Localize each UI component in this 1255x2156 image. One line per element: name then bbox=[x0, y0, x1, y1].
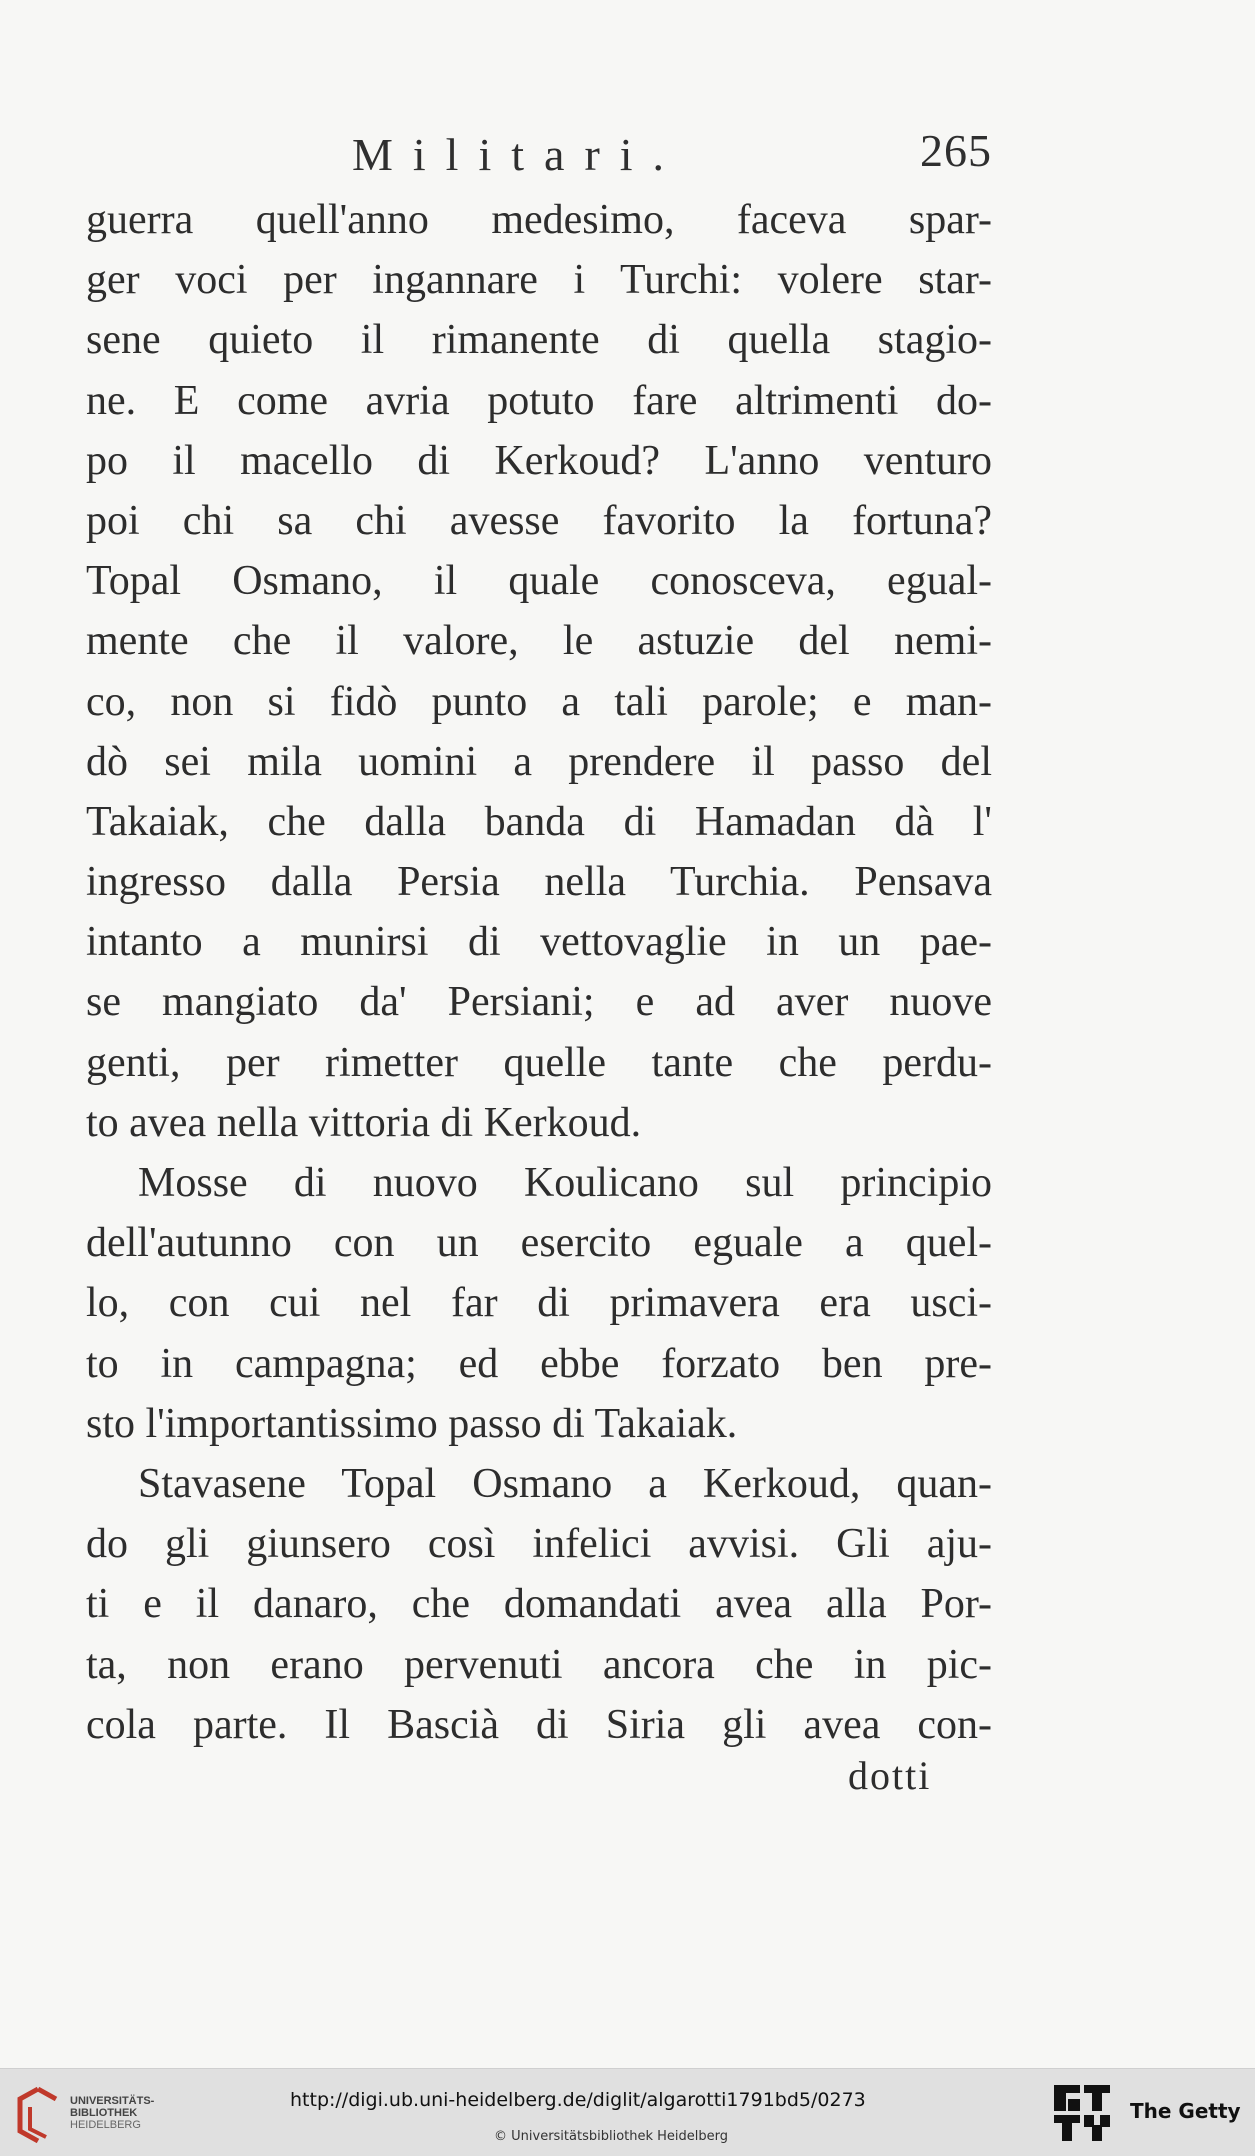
text-line: poi chi sa chi avesse favorito la fortuna? bbox=[86, 497, 992, 544]
text-line: Topal Osmano, il quale conosceva, egual- bbox=[86, 558, 992, 605]
catchword: dotti bbox=[848, 1753, 932, 1798]
library-name-line: HEIDELBERG bbox=[70, 2119, 141, 2131]
university-library-name bbox=[70, 2095, 154, 2131]
text-line: sto l'importantissimo passo di Takaiak. bbox=[86, 1400, 738, 1447]
running-head-title: Militari. bbox=[352, 129, 685, 180]
text-line: mente che il valore, le astuzie del nemi- bbox=[86, 618, 992, 665]
text-line: cola parte. Il Bascià di Siria gli avea con- bbox=[86, 1701, 992, 1748]
body-text bbox=[86, 190, 992, 1755]
text-line: guerra quell'anno medesimo, faceva spar- bbox=[86, 197, 992, 243]
text-line: ne. E come avria potuto fare altrimenti do- bbox=[86, 377, 992, 424]
copyright-notice: © Universitätsbibliothek Heidelberg bbox=[494, 2129, 729, 2144]
text-line: ingresso dalla Persia nella Turchia. Pensava bbox=[86, 859, 992, 906]
getty-logo-icon[interactable] bbox=[1052, 2083, 1112, 2143]
running-head bbox=[352, 125, 992, 188]
text-line: lo, con cui nel far di primavera era usci- bbox=[86, 1280, 992, 1327]
text-line: dell'autunno con un esercito eguale a quel- bbox=[86, 1220, 992, 1267]
viewer-footer bbox=[0, 2068, 1255, 2156]
text-line: se mangiato da' Persiani; e ad aver nuove bbox=[86, 979, 992, 1026]
text-line: Mosse di nuovo Koulicano sul principio bbox=[138, 1160, 992, 1206]
university-library-logo-icon bbox=[12, 2085, 64, 2145]
text-line: Takaiak, che dalla banda di Hamadan dà l' bbox=[86, 798, 992, 845]
text-line: ta, non erano pervenuti ancora che in pic- bbox=[86, 1641, 992, 1688]
text-line: to avea nella vittoria di Kerkoud. bbox=[86, 1099, 642, 1146]
library-name-line: BIBLIOTHEK bbox=[70, 2107, 138, 2119]
text-line: co, non si fidò punto a tali parole; e man- bbox=[86, 678, 992, 725]
page-number: 265 bbox=[920, 125, 992, 176]
permalink-url[interactable]: http://digi.ub.uni-heidelberg.de/diglit/algarotti1791bd5/0273 bbox=[290, 2089, 866, 2111]
library-name-line: UNIVERSITÄTS- bbox=[70, 2095, 155, 2107]
text-line: ger voci per ingannare i Turchi: volere star- bbox=[86, 257, 992, 304]
text-line: dò sei mila uomini a prendere il passo del bbox=[86, 738, 992, 785]
text-line: po il macello di Kerkoud? L'anno venturo bbox=[86, 437, 992, 484]
getty-partner-name: The Getty bbox=[1130, 2099, 1241, 2123]
text-line: sene quieto il rimanente di quella stagio- bbox=[86, 317, 992, 364]
text-line: intanto a munirsi di vettovaglie in un pae- bbox=[86, 919, 992, 966]
text-line: do gli giunsero così infelici avvisi. Gli aju- bbox=[86, 1521, 992, 1568]
text-line: to in campagna; ed ebbe forzato ben pre- bbox=[86, 1340, 992, 1387]
text-line: genti, per rimetter quelle tante che perdu- bbox=[86, 1039, 992, 1086]
text-line: ti e il danaro, che domandati avea alla Por- bbox=[86, 1581, 992, 1628]
university-library-logo[interactable] bbox=[12, 2081, 162, 2147]
text-line: Stavasene Topal Osmano a Kerkoud, quan- bbox=[138, 1460, 992, 1507]
